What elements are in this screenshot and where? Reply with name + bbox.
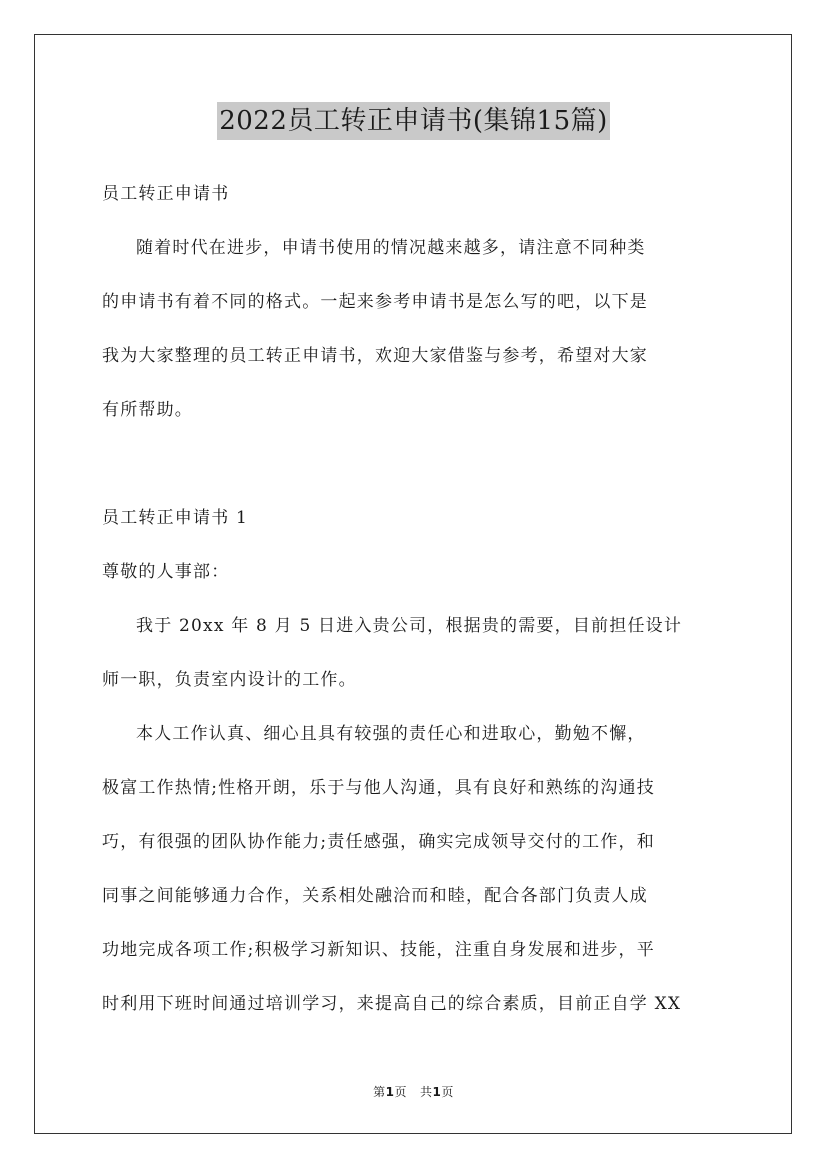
- paragraph-line: 同事之间能够通力合作，关系相处融洽而和睦，配合各部门负责人成: [102, 886, 648, 906]
- intro-line: 随着时代在进步，申请书使用的情况越来越多，请注意不同种类: [136, 238, 646, 258]
- paragraph-line: 本人工作认真、细心且具有较强的责任心和进取心，勤勉不懈，: [136, 724, 646, 744]
- paragraph-line: 时利用下班时间通过培训学习，来提高自己的综合素质，目前正自学 XX: [102, 994, 682, 1014]
- total-prefix: 共: [419, 1085, 433, 1099]
- subtitle: 员工转正申请书: [102, 184, 230, 204]
- intro-line: 有所帮助。: [102, 400, 193, 420]
- page-label-suffix: 页: [394, 1085, 408, 1099]
- paragraph-line: 师一职，负责室内设计的工作。: [102, 670, 357, 690]
- page-number: 1: [385, 1085, 395, 1099]
- paragraph-line: 我于 20xx 年 8 月 5 日进入贵公司，根据贵的需要，目前担任设计: [136, 616, 683, 636]
- paragraph-line: 极富工作热情;性格开朗，乐于与他人沟通，具有良好和熟练的沟通技: [102, 778, 655, 798]
- page-footer: [0, 1083, 827, 1100]
- total-suffix: 页: [441, 1085, 454, 1099]
- salutation: 尊敬的人事部：: [102, 562, 230, 582]
- intro-line: 的申请书有着不同的格式。一起来参考申请书是怎么写的吧，以下是: [102, 292, 648, 312]
- paragraph-line: 巧，有很强的团队协作能力;责任感强，确实完成领导交付的工作，和: [102, 832, 655, 852]
- intro-line: 我为大家整理的员工转正申请书，欢迎大家借鉴与参考，希望对大家: [102, 346, 648, 366]
- total-pages: 1: [432, 1085, 442, 1099]
- page-label-prefix: 第: [373, 1085, 386, 1099]
- section-heading: 员工转正申请书 1: [102, 508, 249, 528]
- document-title: 2022员工转正申请书(集锦15篇): [217, 102, 610, 140]
- title-wrap: [0, 102, 827, 140]
- paragraph-line: 功地完成各项工作;积极学习新知识、技能，注重自身发展和进步，平: [102, 940, 655, 960]
